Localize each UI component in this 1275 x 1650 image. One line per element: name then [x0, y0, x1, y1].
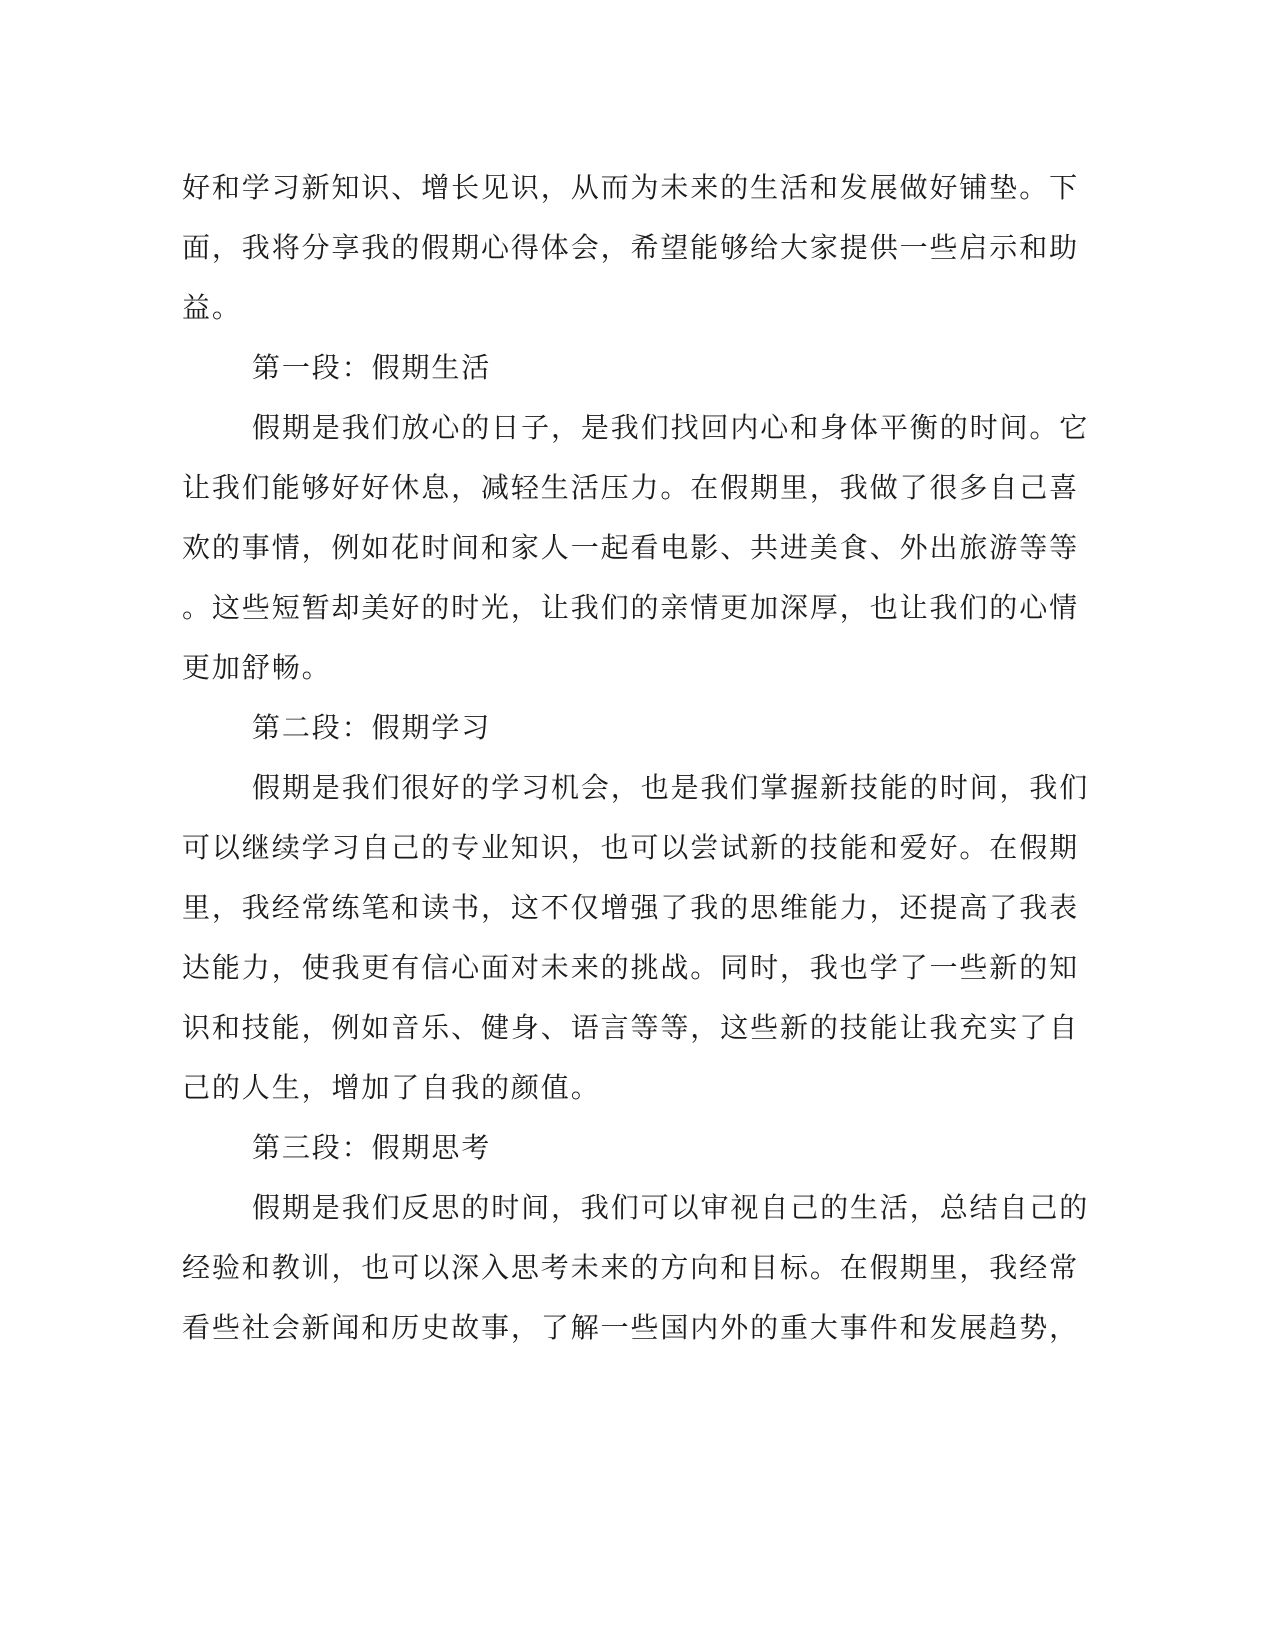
document-body	[182, 158, 1090, 1358]
body-text-line: 可以继续学习自己的专业知识，也可以尝试新的技能和爱好。在假期	[182, 831, 1080, 864]
paragraph-3-first-line: 假期是我们反思的时间，我们可以审视自己的生活，总结自己的	[252, 1191, 1090, 1224]
body-text-line: 面，我将分享我的假期心得体会，希望能够给大家提供一些启示和助	[182, 231, 1080, 264]
body-text-line: 达能力，使我更有信心面对未来的挑战。同时，我也学了一些新的知	[182, 951, 1080, 984]
paragraph-1-first-line: 假期是我们放心的日子，是我们找回内心和身体平衡的时间。它	[252, 411, 1090, 444]
body-text-line: 经验和教训，也可以深入思考未来的方向和目标。在假期里，我经常	[182, 1251, 1080, 1284]
body-text-line: 看些社会新闻和历史故事，了解一些国内外的重大事件和发展趋势，	[182, 1311, 1080, 1344]
section-heading-3: 第三段：假期思考	[252, 1131, 492, 1164]
body-text-line: 欢的事情，例如花时间和家人一起看电影、共进美食、外出旅游等等	[182, 531, 1080, 564]
body-text-line: 更加舒畅。	[182, 651, 332, 684]
section-heading-2: 第二段：假期学习	[252, 711, 492, 744]
body-text-line: 己的人生，增加了自我的颜值。	[182, 1071, 601, 1104]
paragraph-2-first-line: 假期是我们很好的学习机会，也是我们掌握新技能的时间，我们	[252, 771, 1090, 804]
body-text-line: 里，我经常练笔和读书，这不仅增强了我的思维能力，还提高了我表	[182, 891, 1080, 924]
body-text-line: 识和技能，例如音乐、健身、语言等等，这些新的技能让我充实了自	[182, 1011, 1080, 1044]
body-text-line: 。这些短暂却美好的时光，让我们的亲情更加深厚，也让我们的心情	[182, 591, 1080, 624]
section-heading-1: 第一段：假期生活	[252, 351, 492, 384]
body-text-line: 益。	[182, 291, 242, 324]
body-text-line: 让我们能够好好休息，减轻生活压力。在假期里，我做了很多自己喜	[182, 471, 1080, 504]
body-text-line: 好和学习新知识、增长见识，从而为未来的生活和发展做好铺垫。下	[182, 171, 1080, 204]
